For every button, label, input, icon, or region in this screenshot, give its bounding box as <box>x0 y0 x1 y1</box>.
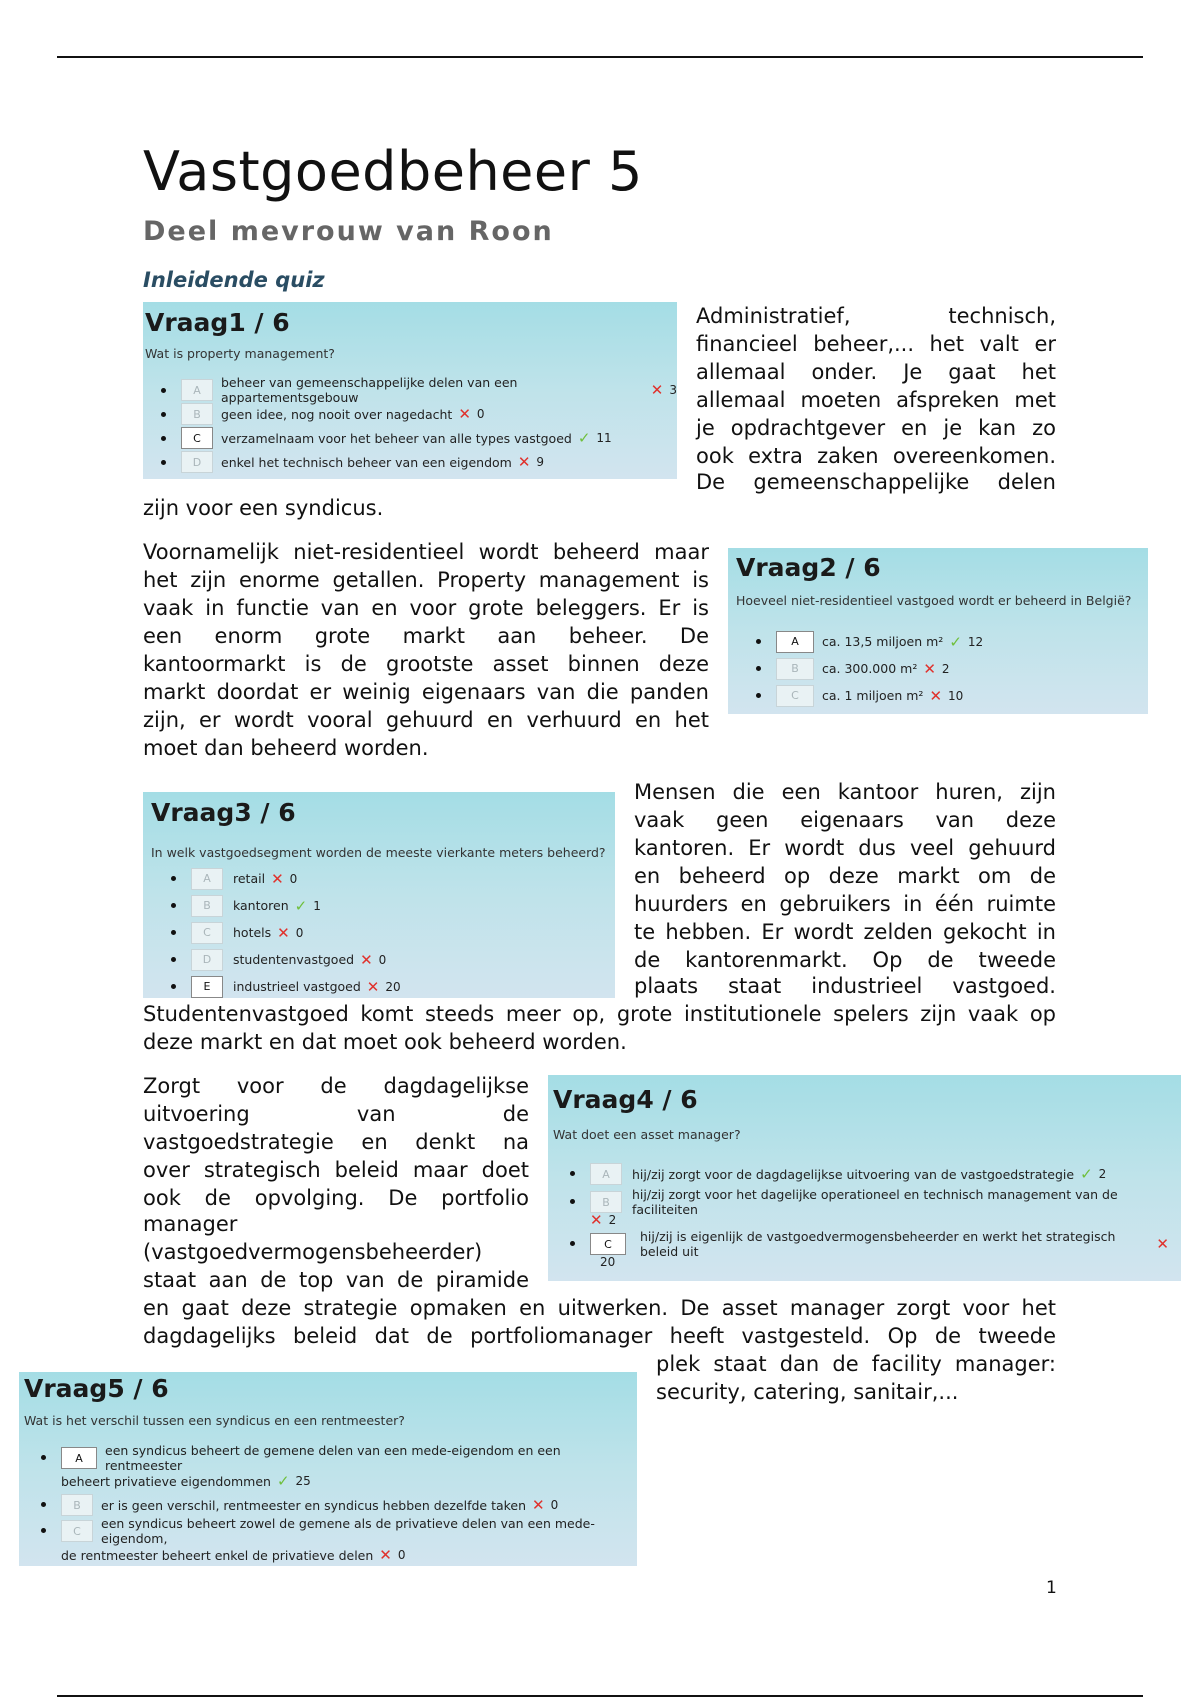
cross-icon: ✕ <box>650 381 664 399</box>
option-text: hij/zij is eigenlijk de vastgoedvermogensbeheerder en werkt het strategisch beleid uit <box>640 1229 1116 1259</box>
quiz-card-5 <box>19 1372 637 1566</box>
option-text: ca. 13,5 miljoen m² <box>822 634 944 649</box>
paragraph-line: security, catering, sanitair,... <box>656 1380 959 1404</box>
cross-icon: ✕ <box>1156 1235 1169 1253</box>
quiz-option[interactable] <box>191 892 401 919</box>
option-letter-box[interactable]: B <box>181 403 213 425</box>
paragraph-line: manager <box>143 1212 238 1236</box>
quiz-question: In welk vastgoedsegment worden de meeste vierkante meters beheerd? <box>151 845 606 860</box>
quiz-title: Vraag3 / 6 <box>151 798 296 827</box>
quiz-question: Wat is property management? <box>145 346 335 361</box>
vote-count: 0 <box>550 1498 559 1512</box>
cross-icon: ✕ <box>366 977 380 996</box>
option-text: ca. 300.000 m² <box>822 661 918 676</box>
quiz-option[interactable] <box>181 450 677 474</box>
option-letter-box[interactable]: E <box>191 976 223 998</box>
cross-icon: ✕ <box>532 1496 545 1514</box>
page-title: Vastgoedbeheer 5 <box>143 140 643 203</box>
cross-icon: ✕ <box>590 1211 603 1229</box>
cross-icon: ✕ <box>360 950 373 969</box>
check-icon: ✓ <box>294 896 308 915</box>
option-text: hij/zij zorgt voor de dagdagelijkse uitvoering van de vastgoedstrategie <box>632 1166 1075 1182</box>
paragraph-line: te hebben. Er wordt zelden gekocht in <box>634 920 1056 944</box>
vote-count: 2 <box>1098 1167 1107 1181</box>
paragraph-line: dagdagelijks beleid dat de portfoliomanager heeft vastgesteld. Op de tweede <box>143 1324 1056 1348</box>
quiz-option[interactable] <box>590 1160 1175 1188</box>
paragraph-line: over strategisch beleid maar doet <box>143 1158 529 1182</box>
quiz-option[interactable] <box>776 655 983 682</box>
quiz-title: Vraag5 / 6 <box>24 1374 169 1403</box>
paragraph-line: staat aan de top van de piramide <box>143 1268 529 1292</box>
option-letter-box[interactable]: C <box>181 427 213 449</box>
quiz-title: Vraag1 / 6 <box>145 308 290 337</box>
option-letter-box[interactable]: A <box>181 379 213 401</box>
vote-count: 20 <box>385 979 401 994</box>
paragraph-line: je opdrachtgever en je kan zo <box>696 416 1056 440</box>
quiz-option[interactable] <box>191 973 401 1000</box>
paragraph-line: vaak geen eigenaars van deze <box>634 808 1056 832</box>
cross-icon: ✕ <box>277 923 290 942</box>
footer-rule <box>57 1695 1143 1697</box>
paragraph-line: allemaal moeten afspreken met <box>696 388 1056 412</box>
cross-icon: ✕ <box>923 659 936 678</box>
paragraph-line: Administratief, technisch, <box>696 304 1056 328</box>
quiz-option[interactable] <box>191 865 401 892</box>
option-letter-box[interactable]: D <box>191 949 223 971</box>
section-heading: Inleidende quiz <box>143 268 325 292</box>
quiz-option[interactable] <box>191 919 401 946</box>
vote-count: 0 <box>397 1548 406 1562</box>
quiz-options <box>590 1160 1175 1270</box>
check-icon: ✓ <box>949 632 962 651</box>
option-letter-box[interactable]: A <box>776 631 814 653</box>
quiz-option[interactable] <box>61 1443 633 1473</box>
paragraph-line: ook de opvolging. De portfolio <box>143 1186 529 1210</box>
option-letter-box[interactable]: B <box>776 658 814 680</box>
paragraph-line: kantoormarkt is de grootste asset binnen deze <box>143 652 709 676</box>
option-letter-box[interactable]: C <box>61 1520 93 1542</box>
option-letter-box[interactable]: A <box>191 868 223 890</box>
quiz-title: Vraag4 / 6 <box>553 1085 698 1114</box>
quiz-option-continuation <box>61 1470 633 1492</box>
option-text: beheer van gemeenschappelijke delen van een appartementsgebouw <box>221 375 518 405</box>
quiz-options <box>61 1443 633 1566</box>
vote-count: 2 <box>941 661 950 676</box>
page-subtitle: Deel mevrouw van Roon <box>143 216 554 247</box>
option-text: er is geen verschil, rentmeester en syndicus hebben dezelfde taken <box>101 1497 527 1513</box>
quiz-option[interactable] <box>181 402 677 426</box>
paragraph-line: Studentenvastgoed komt steeds meer op, grote institutionele spelers zijn vaak op <box>143 1002 1056 1026</box>
vote-count: 0 <box>378 952 387 967</box>
quiz-options <box>181 375 677 474</box>
paragraph-line: plaats staat industrieel vastgoed. <box>634 974 1056 998</box>
paragraph-line: (vastgoedvermogensbeheerder) <box>143 1240 483 1264</box>
paragraph-line: Zorgt voor de dagdagelijkse <box>143 1074 529 1098</box>
quiz-option-continuation <box>590 1254 1175 1270</box>
check-icon: ✓ <box>577 429 591 447</box>
paragraph-line: markt doordat er weinig eigenaars van die panden <box>143 680 709 704</box>
vote-count: 9 <box>536 455 545 469</box>
option-text: geen idee, nog nooit over nagedacht <box>221 406 453 422</box>
option-text: studentenvastgoed <box>233 952 355 967</box>
vote-count: 25 <box>295 1474 311 1488</box>
quiz-option[interactable] <box>181 375 677 405</box>
paragraph-line: zijn voor een syndicus. <box>143 496 384 520</box>
paragraph-line: plek staat dan de facility manager: <box>656 1352 1056 1376</box>
cross-icon: ✕ <box>929 686 943 705</box>
vote-count: 10 <box>948 688 964 703</box>
option-text-continued: de rentmeester beheert enkel de privatieve delen <box>61 1547 374 1563</box>
paragraph-line: het zijn enorme getallen. Property management is <box>143 568 709 592</box>
cross-icon: ✕ <box>379 1546 392 1564</box>
option-text: een syndicus beheert de gemene delen van een mede-eigendom en een rentmeester <box>105 1443 561 1473</box>
option-text: ca. 1 miljoen m² <box>822 688 924 703</box>
vote-count: 0 <box>289 871 298 886</box>
cross-icon: ✕ <box>458 405 471 423</box>
paragraph-line: ook extra zaken overeenkomen. <box>696 444 1056 468</box>
quiz-option[interactable] <box>191 946 401 973</box>
option-text: verzamelnaam voor het beheer van alle types vastgoed <box>221 430 572 446</box>
vote-count: 12 <box>967 634 984 649</box>
option-text: hij/zij zorgt voor het dagelijke operationeel en technisch management van de faciliteiten <box>632 1187 1118 1217</box>
quiz-option[interactable] <box>776 628 983 655</box>
paragraph-line: vastgoedstrategie en denkt na <box>143 1130 529 1154</box>
paragraph-line: een enorm grote markt aan beheer. De <box>143 624 709 648</box>
cross-icon: ✕ <box>271 869 284 888</box>
paragraph-line: uitvoering van de <box>143 1102 529 1126</box>
quiz-card-3 <box>143 792 615 998</box>
paragraph-line: zijn, er wordt vooral gehuurd en verhuurd en het <box>143 708 709 732</box>
vote-count: 1 <box>313 898 321 913</box>
option-text-continued: beheert privatieve eigendommen <box>61 1473 271 1489</box>
option-text: industrieel vastgoed <box>233 979 361 994</box>
page-number: 1 <box>1046 1578 1057 1598</box>
quiz-option[interactable] <box>776 682 983 709</box>
quiz-option-continuation <box>61 1544 633 1566</box>
paragraph-line: allemaal onder. Je gaat het <box>696 360 1056 384</box>
header-rule <box>57 56 1143 58</box>
quiz-title: Vraag2 / 6 <box>736 553 881 582</box>
quiz-option-continuation <box>590 1212 1175 1228</box>
quiz-question: Wat doet een asset manager? <box>553 1127 741 1142</box>
cross-icon: ✕ <box>517 453 531 471</box>
quiz-option[interactable] <box>61 1492 633 1518</box>
vote-count: 0 <box>476 407 485 421</box>
option-text: hotels <box>233 925 272 940</box>
option-letter-box[interactable]: D <box>181 451 213 473</box>
vote-count: 20 <box>600 1255 616 1269</box>
paragraph-line: moet dan beheerd worden. <box>143 736 429 760</box>
quiz-options <box>776 628 983 709</box>
quiz-question: Hoeveel niet-residentieel vastgoed wordt er beheerd in België? <box>736 593 1132 608</box>
paragraph-line: Voornamelijk niet-residentieel wordt beheerd maar <box>143 540 709 564</box>
check-icon: ✓ <box>1080 1165 1093 1183</box>
option-letter-box[interactable]: C <box>590 1233 626 1255</box>
option-letter-box[interactable]: A <box>61 1447 97 1469</box>
option-text: retail <box>233 871 266 886</box>
paragraph-line: De gemeenschappelijke delen <box>696 470 1056 494</box>
paragraph-line: huurders en gebruikers in één ruimte <box>634 892 1056 916</box>
check-icon: ✓ <box>276 1472 290 1490</box>
option-letter-box[interactable]: B <box>590 1191 622 1213</box>
option-letter-box[interactable]: C <box>776 685 814 707</box>
paragraph-line: en gaat deze strategie opmaken en uitwerken. De asset manager zorgt voor het <box>143 1296 1056 1320</box>
quiz-option[interactable] <box>181 426 677 450</box>
paragraph-line: de kantorenmarkt. Op de tweede <box>634 948 1056 972</box>
vote-count: 0 <box>295 925 304 940</box>
option-letter-box[interactable]: B <box>191 895 223 917</box>
paragraph-line: vaak in functie van en voor grote beleggers. Er is <box>143 596 709 620</box>
option-text: enkel het technisch beheer van een eigendom <box>221 454 512 470</box>
quiz-option[interactable] <box>61 1518 633 1544</box>
option-text: kantoren <box>233 898 289 913</box>
quiz-card-1 <box>143 302 677 479</box>
vote-count: 2 <box>608 1213 617 1227</box>
quiz-question: Wat is het verschil tussen een syndicus en een rentmeester? <box>24 1413 405 1428</box>
option-letter-box[interactable]: C <box>191 922 223 944</box>
option-letter-box[interactable]: B <box>61 1494 93 1516</box>
quiz-card-2 <box>728 548 1148 714</box>
paragraph-line: deze markt en dat moet ook beheerd worden. <box>143 1030 627 1054</box>
vote-count: 3 <box>669 383 677 397</box>
paragraph-line: financieel beheer,... het valt er <box>696 332 1056 356</box>
option-letter-box[interactable]: A <box>590 1163 622 1185</box>
option-text: een syndicus beheert zowel de gemene als de privatieve delen van een mede-eigendom, <box>101 1516 595 1546</box>
paragraph-line: Mensen die een kantoor huren, zijn <box>634 780 1056 804</box>
paragraph-line: en beheerd op deze markt om de <box>634 864 1056 888</box>
quiz-card-4 <box>548 1075 1181 1281</box>
paragraph-line: kantoren. Er wordt dus veel gehuurd <box>634 836 1056 860</box>
quiz-options <box>191 865 401 1000</box>
vote-count: 11 <box>596 431 612 445</box>
